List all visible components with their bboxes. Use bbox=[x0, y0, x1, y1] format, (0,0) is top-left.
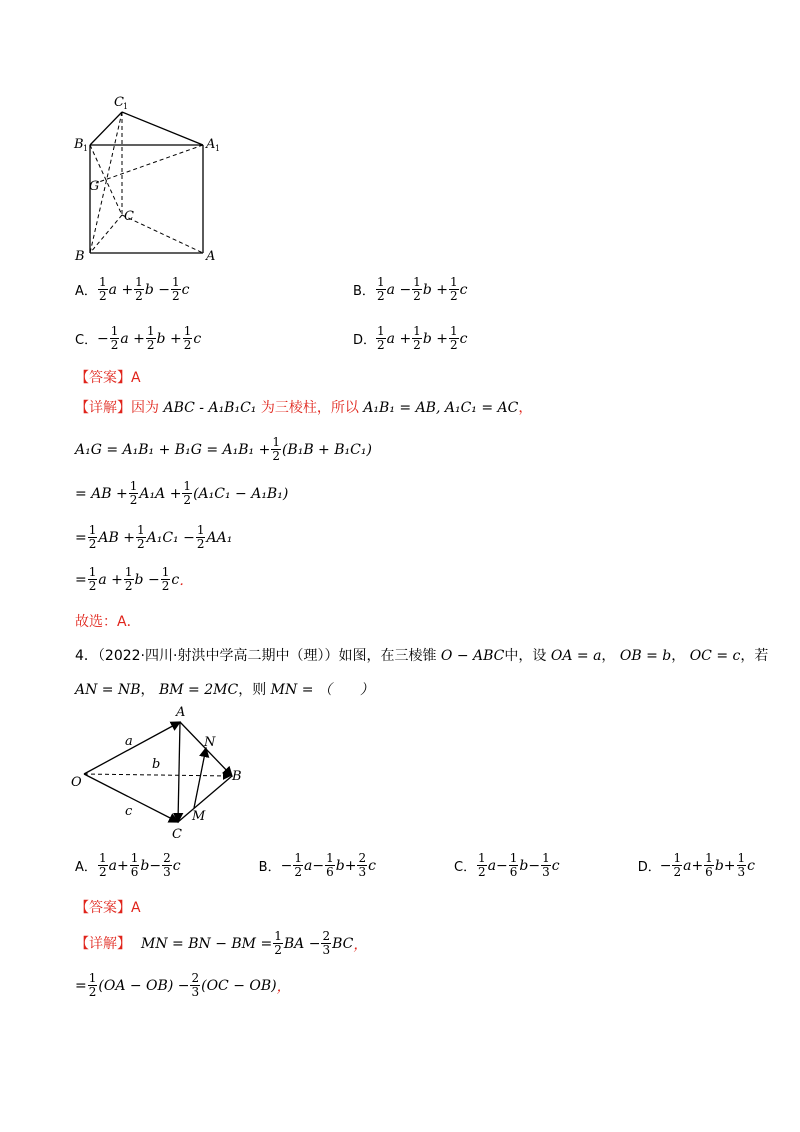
q3-detail-line: 【详解】因为 ABC - A₁B₁C₁ 为三棱柱，所以 A₁B₁ = AB, A₁C₁ = AC， bbox=[75, 400, 533, 416]
q3-option-c: C． − $\frac{1}{2}$ a + $\frac{1}{2}$ b + $\frac{1}{2}$ c bbox=[75, 324, 202, 352]
label-b: b bbox=[152, 757, 161, 772]
q3-step2: = AB + $\frac{1}{2}$ A₁A + $\frac{1}{2}$ (A₁C₁ − A₁B₁) bbox=[75, 479, 289, 507]
q3-step4: = $\frac{1}{2}$ a + $\frac{1}{2}$ b − $\frac{1}{2}$ c ． bbox=[75, 565, 194, 593]
label-M: M bbox=[192, 809, 206, 824]
label-c: c bbox=[125, 804, 133, 819]
label-O: O bbox=[71, 775, 82, 790]
label-B1-sub: 1 bbox=[83, 144, 89, 153]
q4-stem-line1: 4．（2022·四川·射洪中学高二期中（理））如图，在三棱锥 O − ABC中，设 OA = a， OB = b， OC = c，若 bbox=[75, 648, 769, 664]
q3-answer: 【答案】A bbox=[75, 370, 141, 386]
q3-choice: 故选：A． bbox=[75, 614, 141, 630]
label-C1-sub: 1 bbox=[123, 102, 129, 111]
q3-option-b: B． $\frac{1}{2}$ a − $\frac{1}{2}$ b + $\frac{1}{2}$ c bbox=[353, 275, 468, 303]
q4-answer: 【答案】A bbox=[75, 900, 141, 916]
label-A1: A bbox=[206, 137, 216, 152]
q4-step1: 【详解】 MN = BN − BM = $\frac{1}{2}$ BA − $\frac{2}{3}$ BC ， bbox=[75, 929, 368, 957]
q3-option-d: D． $\frac{1}{2}$ a + $\frac{1}{2}$ b + $\frac{1}{2}$ c bbox=[353, 324, 468, 352]
q4-step2: = $\frac{1}{2}$ (OA − OB) − $\frac{2}{3}$ (OC − OB) ， bbox=[75, 971, 291, 999]
label-N: N bbox=[204, 735, 216, 750]
q4-option-d: D． − $\frac{1}{2}$ a + $\frac{1}{6}$ b + $\frac{1}{3}$ c bbox=[637, 851, 755, 879]
tetrahedron-figure bbox=[70, 700, 270, 845]
label-G: G bbox=[89, 179, 100, 194]
q4-option-b: B． − $\frac{1}{2}$ a − $\frac{1}{6}$ b + $\frac{2}{3}$ c bbox=[258, 851, 376, 879]
q4-stem-line2: AN = NB， BM = 2MC，则 MN = （ ） bbox=[75, 682, 374, 698]
q3-option-a: A． $\frac{1}{2}$ a + $\frac{1}{2}$ b − $\frac{1}{2}$ c bbox=[75, 275, 190, 303]
q4-options bbox=[75, 852, 755, 879]
label-C2: C bbox=[172, 827, 182, 842]
label-C1: C bbox=[114, 95, 124, 110]
label-C: C bbox=[124, 209, 134, 224]
label-A1-sub: 1 bbox=[215, 144, 221, 153]
q4-option-a: A． $\frac{1}{2}$ a + $\frac{1}{6}$ b − $\frac{2}{3}$ c bbox=[75, 851, 181, 879]
label-A: A bbox=[206, 249, 216, 264]
label-B1: B bbox=[74, 137, 84, 152]
q3-step3: = $\frac{1}{2}$ AB + $\frac{1}{2}$ A₁C₁ − $\frac{1}{2}$ AA₁ bbox=[75, 523, 233, 551]
q3-step1: A₁G = A₁B₁ + B₁G = A₁B₁ + $\frac{1}{2}$ (B₁B + B₁C₁) bbox=[75, 435, 372, 463]
prism-figure bbox=[70, 90, 230, 265]
label-A2: A bbox=[176, 705, 186, 720]
label-a: a bbox=[125, 734, 133, 749]
label-B2: B bbox=[232, 769, 242, 784]
label-B: B bbox=[75, 249, 85, 264]
q4-option-c: C． $\frac{1}{2}$ a − $\frac{1}{6}$ b − $\frac{1}{3}$ c bbox=[454, 851, 560, 879]
